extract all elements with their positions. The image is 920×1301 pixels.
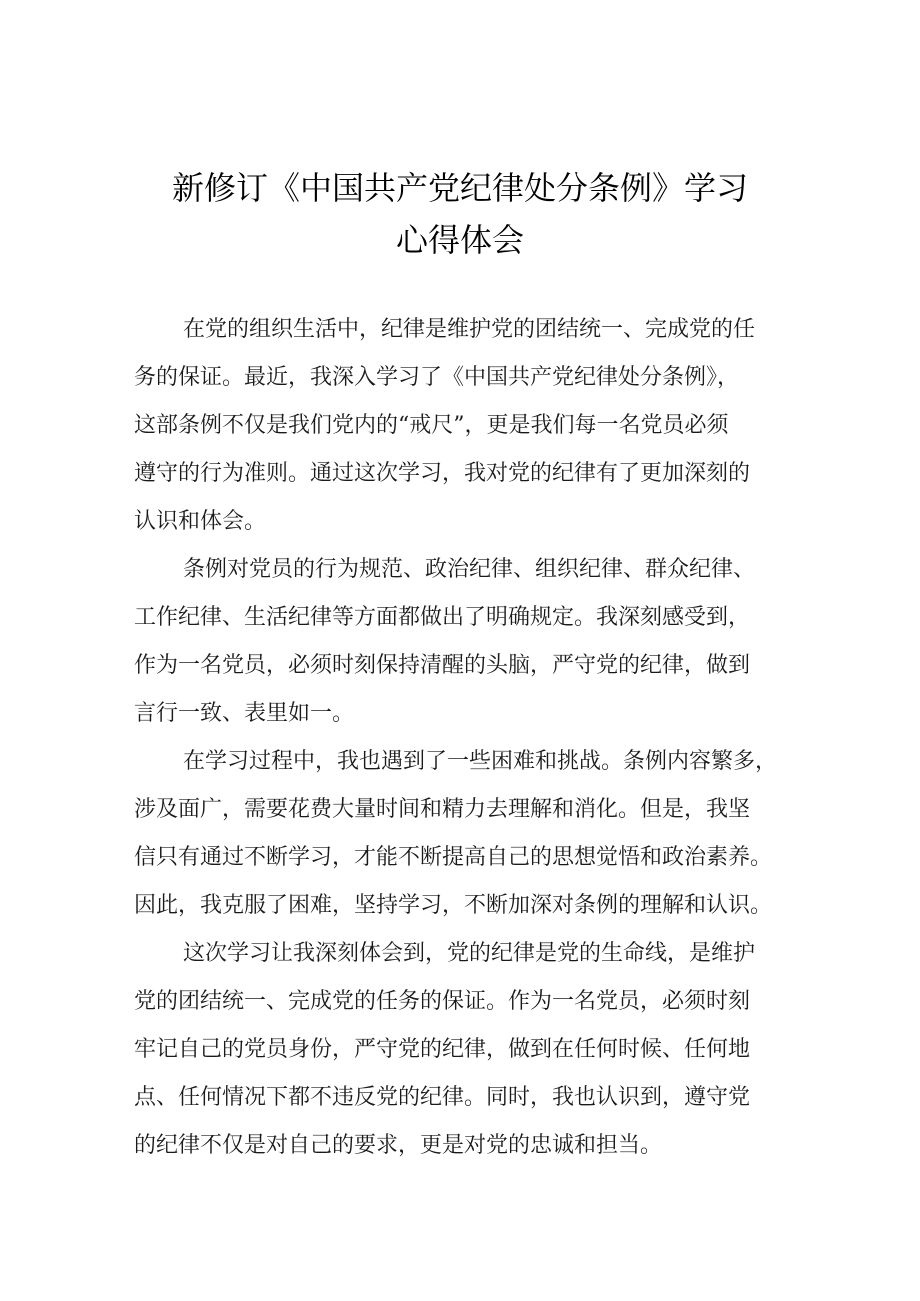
paragraph-3 [134,738,798,930]
paragraph-line: 作为一名党员，必须时刻保持清醒的头脑，严守党的纪律，做到 [134,653,751,678]
paragraph-line: 这次学习让我深刻体会到，党的纪律是党的生命线，是维护 [183,941,756,966]
paragraph-1 [134,306,798,546]
paragraph-line: 牢记自己的党员身份，严守党的纪律，做到在任何时候、任何地 [134,1037,751,1062]
paragraph-line: 认识和体会。 [134,509,267,534]
title-line-2: 心得体会 [395,221,524,259]
paragraph-line: 信只有通过不断学习，才能不断提高自己的思想觉悟和政治素养。 [134,845,773,870]
paragraph-line: 遵守的行为准则。通过这次学习，我对党的纪律有了更加深刻的 [134,461,751,486]
paragraph-2 [134,546,798,738]
paragraph-line: 条例对党员的行为规范、政治纪律、组织纪律、群众纪律、 [183,557,756,582]
document-title [120,162,800,266]
paragraph-line: 的纪律不仅是对自己的要求，更是对党的忠诚和担当。 [134,1133,663,1158]
paragraph-4 [134,930,798,1170]
paragraph-line: 党的团结统一、完成党的任务的保证。作为一名党员，必须时刻 [134,989,751,1014]
paragraph-line: 因此，我克服了困难，坚持学习，不断加深对条例的理解和认识。 [134,893,773,918]
title-line-1: 新修订《中国共产党纪律处分条例》学习 [171,169,748,207]
paragraph-line: 涉及面广，需要花费大量时间和精力去理解和消化。但是，我坚 [134,797,751,822]
paragraph-line: 言行一致、表里如一。 [134,701,355,726]
paragraph-line: 在学习过程中，我也遇到了一些困难和挑战。条例内容繁多， [183,749,778,774]
paragraph-line: 在党的组织生活中，纪律是维护党的团结统一、完成党的任 [183,317,756,342]
paragraph-line: 这部条例不仅是我们党内的“戒尺”，更是我们每一名党员必须 [134,413,729,438]
paragraph-line: 工作纪律、生活纪律等方面都做出了明确规定。我深刻感受到， [134,605,751,630]
paragraph-line: 点、任何情况下都不违反党的纪律。同时，我也认识到，遵守党 [134,1085,751,1110]
document-body [134,306,798,1170]
paragraph-line: 务的保证。最近，我深入学习了《中国共产党纪律处分条例》， [134,365,740,390]
